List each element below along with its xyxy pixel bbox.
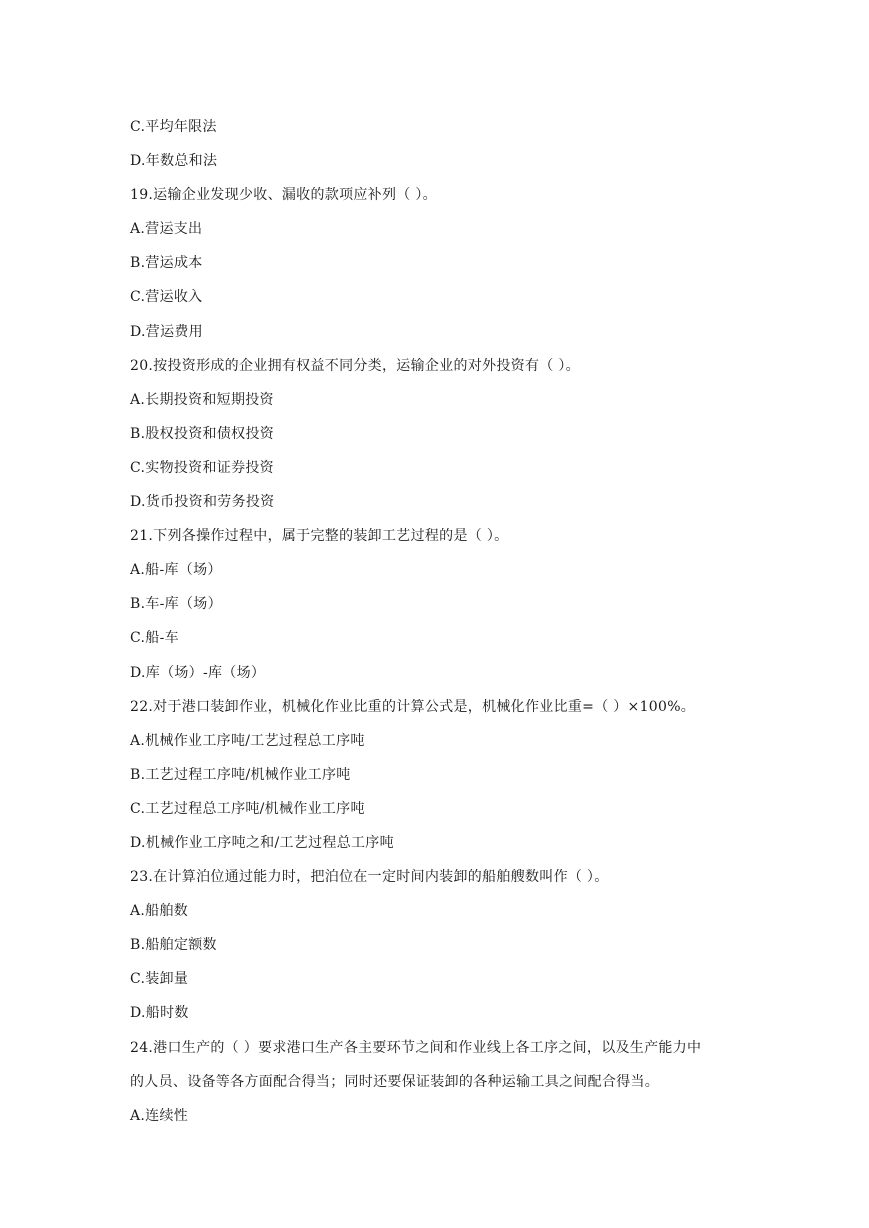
option-22-a: A.机械作业工序吨/工艺过程总工序吨 bbox=[130, 732, 365, 749]
question-21: 21.下列各操作过程中，属于完整的装卸工艺过程的是（ ）。 bbox=[130, 528, 509, 545]
question-22: 22.对于港口装卸作业，机械化作业比重的计算公式是，机械化作业比重=（ ）×100%。 bbox=[130, 698, 696, 715]
option-21-b: B.车-库（场） bbox=[130, 596, 222, 613]
option-19-c: C.营运收入 bbox=[130, 289, 203, 306]
question-23: 23.在计算泊位通过能力时，把泊位在一定时间内装卸的船舶艘数叫作（ ）。 bbox=[130, 869, 609, 886]
option-22-b: B.工艺过程工序吨/机械作业工序吨 bbox=[130, 766, 351, 783]
option-19-d: D.营运费用 bbox=[130, 323, 203, 340]
option-21-c: C.船-车 bbox=[130, 630, 179, 647]
option-23-b: B.船舶定额数 bbox=[130, 937, 217, 954]
option-21-d: D.库（场）-库（场） bbox=[130, 664, 266, 681]
option-23-c: C.装卸量 bbox=[130, 971, 189, 988]
question-20: 20.按投资形成的企业拥有权益不同分类，运输企业的对外投资有（ ）。 bbox=[130, 357, 580, 374]
option-22-c: C.工艺过程总工序吨/机械作业工序吨 bbox=[130, 800, 365, 817]
option-18-c: C.平均年限法 bbox=[130, 119, 217, 135]
option-23-d: D.船时数 bbox=[130, 1005, 189, 1022]
question-24: 24.港口生产的（ ）要求港口生产各主要环节之间和作业线上各工序之间，以及生产能力中 bbox=[130, 1039, 702, 1056]
option-18-d: D.年数总和法 bbox=[130, 153, 218, 170]
option-22-d: D.机械作业工序吨之和/工艺过程总工序吨 bbox=[130, 834, 394, 851]
option-23-a: A.船舶数 bbox=[130, 903, 189, 920]
option-20-a: A.长期投资和短期投资 bbox=[130, 391, 274, 408]
option-20-d: D.货币投资和劳务投资 bbox=[130, 494, 275, 511]
document-body bbox=[130, 110, 750, 1133]
option-19-a: A.营运支出 bbox=[130, 221, 203, 238]
question-24-continued: 的人员、设备等各方面配合得当；同时还要保证装卸的各种运输工具之间配合得当。 bbox=[130, 1073, 660, 1090]
option-24-a: A.连续性 bbox=[130, 1107, 189, 1124]
option-20-c: C.实物投资和证券投资 bbox=[130, 459, 274, 476]
option-19-b: B.营运成本 bbox=[130, 255, 203, 272]
option-21-a: A.船-库（场） bbox=[130, 562, 222, 579]
option-20-b: B.股权投资和债权投资 bbox=[130, 425, 275, 442]
question-19: 19.运输企业发现少收、漏收的款项应补列（ ）。 bbox=[130, 187, 437, 204]
